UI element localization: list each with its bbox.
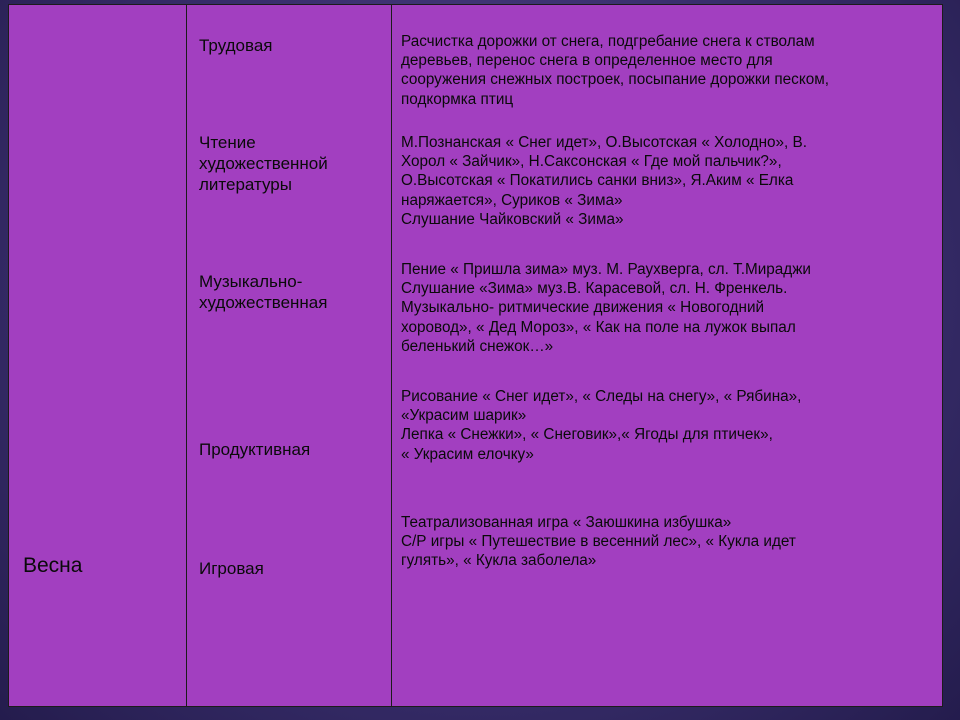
category-column	[187, 5, 392, 707]
category-labor: Трудовая	[199, 36, 273, 55]
category-game: Игровая	[199, 559, 264, 578]
description-music: Пение « Пришла зима» муз. М. Раухверга, сл. Т.Мираджи Слушание «Зима» муз.В. Карасевой, сл. Н. Френкель. Музыкально- ритмические движения « Новогодний хоровод», « Дед Мороз», « Как на поле на лужок выпал беленький снежок…»	[401, 261, 811, 355]
description-productive: Рисование « Снег идет», « Следы на снегу», « Рябина», «Украсим шарик» Лепка « Снежки», « Снеговик»,« Ягоды для птичек», « Украсим елочку»	[401, 388, 802, 463]
table-row	[9, 5, 943, 707]
description-game: Театрализованная игра « Заюшкина избушка» С/Р игры « Путешествие в весенний лес», « Кукла идет гулять», « Кукла заболела»	[401, 514, 796, 570]
category-productive: Продуктивная	[199, 440, 311, 459]
description-reading: М.Познанская « Снег идет», О.Высотская « Холодно», В. Хорол « Зайчик», Н.Саксонская « Где мой пальчик?», О.Высотская « Покатились санки вниз», Я.Аким « Елка наряжается», Суриков « Зима» Слушание Чайковский « Зима»	[401, 134, 807, 228]
activities-table	[8, 4, 943, 707]
season-label: Весна	[23, 554, 83, 577]
season-cell	[9, 5, 187, 707]
description-column	[392, 5, 943, 707]
description-labor: Расчистка дорожки от снега, подгребание снега к стволам деревьев, перенос снега в определенное место для сооружения снежных построек, посыпание дорожки песком, подкормка птиц	[401, 33, 829, 108]
category-music: Музыкально- художественная	[199, 272, 328, 312]
category-reading: Чтение художественной литературы	[199, 133, 328, 194]
